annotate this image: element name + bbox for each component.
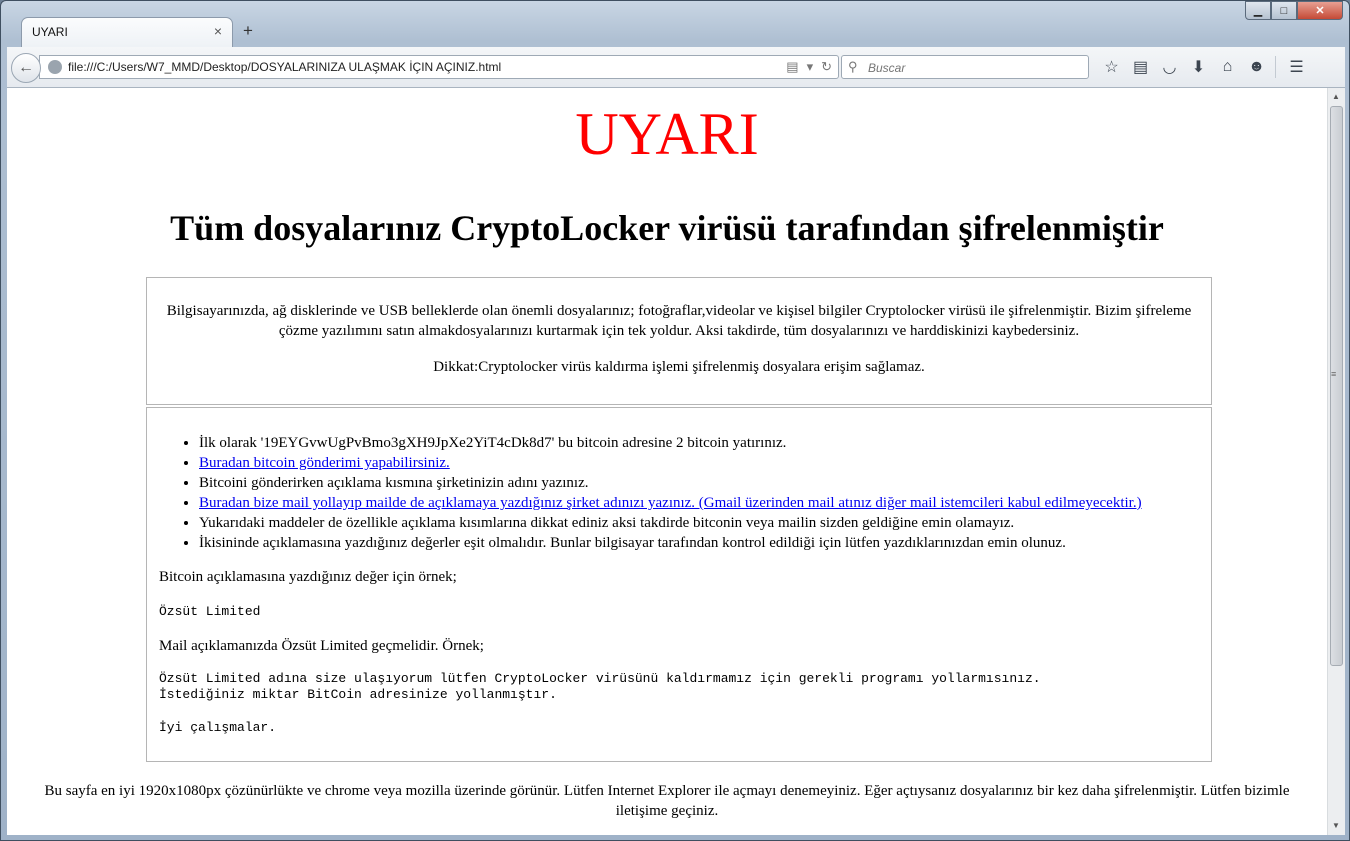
scroll-down-icon[interactable]: ▼ bbox=[1332, 821, 1340, 830]
mail-link[interactable]: Buradan bize mail yollayıp mailde de açıklamaya yazdığınız şirket adınızı yazınız. (Gmail üzerinden mail atınız diğer mail istemcileri kabul edilmeyecektir.) bbox=[199, 495, 1142, 511]
window-controls bbox=[1245, 1, 1343, 21]
search-bar[interactable] bbox=[841, 55, 1089, 79]
list-item bbox=[199, 493, 1199, 513]
list-item: • İkisininde açıklamasına yazdığınız değerler eşit olmalıdır. Bunlar bilgisayar tarafından kontrol edildiği için lütfen yazdıklarınızdan emin olunuz. bbox=[199, 533, 1199, 553]
steps-list bbox=[159, 433, 1199, 553]
intro-text: Bilgisayarınızda, ağ disklerinde ve USB belleklerde olan önemli dosyalarınız; fotoğraflar,videolar ve kişisel bilgiler Cryptolocker virüsü ile şifrelenmiştir. Bizim şifreleme çözme yazılımını satın almakdosyalarınızı kurtarmak için tek yoldur. Aksi takdirde, tüm dosyalarınızı ve harddiskinizi kaybedersiniz. bbox=[166, 303, 1192, 339]
footer-note: Bu sayfa en iyi 1920x1080px çözünürlükte ve chrome veya mozilla üzerinde görünür. Lütfen Internet Explorer ile açmayı denemeyiniz. Eğer açtıysanız dosyalarınız bir kez daha şifrelenmiştir. Lütfen bizimle iletişime geçiniz. bbox=[44, 783, 1290, 819]
mail-example-line2: İstediğiniz miktar BitCoin adresinize yollanmıştır. bbox=[159, 687, 557, 702]
minimize-button[interactable]: ▁ bbox=[1245, 1, 1271, 20]
home-icon[interactable]: ⌂ bbox=[1222, 58, 1233, 75]
chat-icon[interactable]: ☻ bbox=[1248, 58, 1265, 75]
bitcoin-example-value: Özsüt Limited bbox=[159, 604, 261, 619]
mail-example-label: Mail açıklamanızda Özsüt Limited geçmelidir. Örnek; bbox=[159, 638, 484, 654]
list-item bbox=[199, 453, 1199, 473]
pocket-icon[interactable]: ◡ bbox=[1162, 59, 1177, 76]
star-icon[interactable]: ☆ bbox=[1104, 59, 1119, 76]
download-icon[interactable]: ⬇ bbox=[1191, 59, 1206, 76]
reading-list-icon[interactable]: ▤ bbox=[1132, 59, 1149, 76]
bitcoin-example-label: Bitcoin açıklamasına yazdığınız değer için örnek; bbox=[159, 569, 457, 585]
new-tab-icon[interactable]: + bbox=[243, 21, 253, 40]
navigation-toolbar bbox=[7, 47, 1345, 88]
back-arrow-icon: ← bbox=[18, 59, 34, 76]
url-bar[interactable] bbox=[39, 55, 839, 79]
scroll-up-icon[interactable]: ▲ bbox=[1332, 92, 1340, 101]
globe-icon bbox=[48, 60, 62, 74]
scrollbar-thumb[interactable] bbox=[1330, 106, 1343, 666]
tab-title: UYARI bbox=[32, 25, 68, 39]
intro-box bbox=[146, 277, 1212, 405]
mail-example-line1: Özsüt Limited adına size ulaşıyorum lütfen CryptoLocker virüsünü kaldırmamız için gerekli programı yollarmısınız. bbox=[159, 671, 1041, 686]
toolbar-icons bbox=[1097, 56, 1311, 78]
notice-text: Dikkat:Cryptolocker virüs kaldırma işlemi şifrelenmiş dosyalara erişim sağlamaz. bbox=[433, 359, 925, 375]
warning-title: UYARI bbox=[575, 101, 759, 167]
tab-uyari[interactable] bbox=[21, 17, 233, 47]
instructions-box bbox=[146, 407, 1212, 762]
url-actions bbox=[786, 59, 832, 75]
list-item: • İlk olarak '19EYGvwUgPvBmo3gXH9JpXe2YiT4cDk8d7' bu bitcoin adresine 2 bitcoin yatırınız. bbox=[199, 433, 1199, 453]
maximize-button[interactable]: □ bbox=[1271, 1, 1297, 20]
reader-view-icon[interactable]: ▤ bbox=[786, 59, 799, 74]
list-item: • Yukarıdaki maddeler de özellikle açıklama kısımlarına dikkat ediniz aksi takdirde bitconin veya mailin sizden geldiğine emin olamayız. bbox=[199, 513, 1199, 533]
mail-example-signoff: İyi çalışmalar. bbox=[159, 720, 277, 735]
grip-icon: ≡ bbox=[1331, 369, 1337, 379]
list-item: • Bitcoini gönderirken açıklama kısmına şirketinizin adını yazınız. bbox=[199, 473, 1199, 493]
reload-icon[interactable]: ↻ bbox=[821, 59, 832, 74]
page-content bbox=[7, 88, 1327, 835]
menu-icon[interactable]: ☰ bbox=[1275, 56, 1311, 78]
url-text[interactable]: file:///C:/Users/W7_MMD/Desktop/DOSYALARINIZA ULAŞMAK İÇIN AÇINIZ.html bbox=[68, 60, 502, 74]
search-input[interactable] bbox=[866, 58, 1085, 78]
vertical-scrollbar[interactable] bbox=[1327, 88, 1345, 835]
dropdown-chevron-icon[interactable]: ▾ bbox=[806, 59, 814, 74]
bitcoin-send-link[interactable]: Buradan bitcoin gönderimi yapabilirsiniz. bbox=[199, 455, 450, 471]
close-window-button[interactable]: ✕ bbox=[1297, 1, 1343, 20]
title-bar bbox=[1, 1, 1349, 47]
search-icon: ⚲ bbox=[848, 59, 858, 74]
tab-close-icon[interactable]: × bbox=[213, 23, 222, 39]
headline: Tüm dosyalarınız CryptoLocker virüsü tarafından şifrelenmiştir bbox=[170, 208, 1164, 248]
back-button[interactable] bbox=[11, 53, 41, 83]
